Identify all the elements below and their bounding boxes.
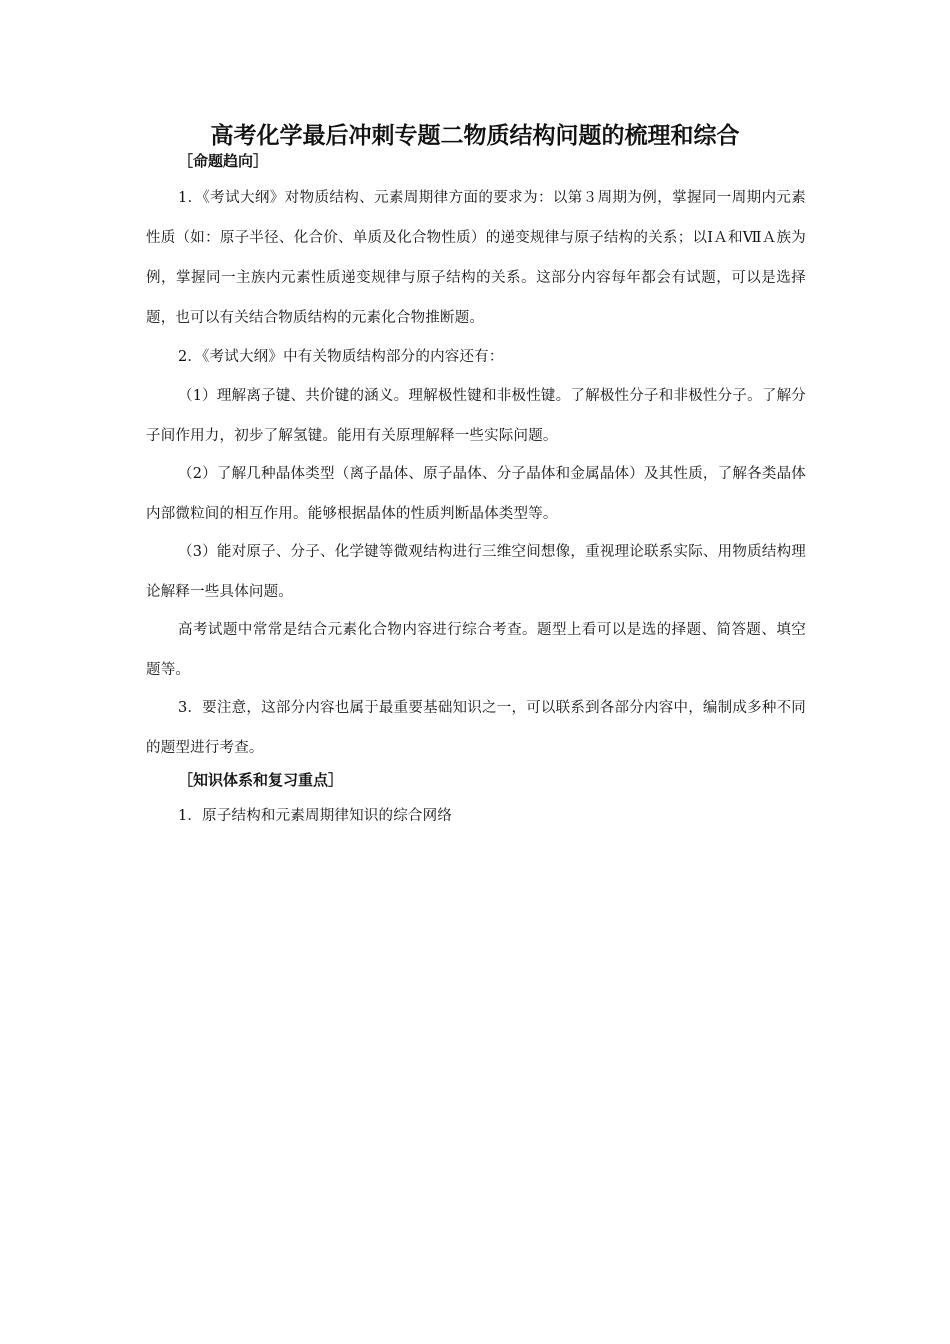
paragraph-7: 3．要注意，这部分内容也属于最重要基础知识之一，可以联系到各部分内容中，编制成多种不同的题型进行考查。 <box>146 700 806 756</box>
section-label-knowledge-system: ［知识体系和复习重点］ <box>178 771 344 789</box>
paragraph-2: 2．《考试大纲》中有关物质结构部分的内容还有： <box>178 349 504 365</box>
document-title: 高考化学最后冲刺专题二物质结构问题的梳理和综合 <box>210 123 740 149</box>
list-item-1: 1．原子结构和元素周期律知识的综合网络 <box>178 808 453 824</box>
paragraph-3: （1）理解离子键、共价键的涵义。理解极性键和非极性键。了解极性分子和非极性分子。了解分子间作用力，初步了解氢键。能用有关原理解释一些实际问题。 <box>146 388 806 444</box>
section-label-exam-trends: ［命题趋向］ <box>178 152 269 170</box>
paragraph-4: （2）了解几种晶体类型（离子晶体、原子晶体、分子晶体和金属晶体）及其性质，了解各类晶体内部微粒间的相互作用。能够根据晶体的性质判断晶体类型等。 <box>146 466 806 522</box>
paragraph-1: 1．《考试大纲》对物质结构、元素周期律方面的要求为：以第３周期为例，掌握同一周期内元素性质（如：原子半径、化合价、单质及化合物性质）的递变规律与原子结构的关系；以ⅠＡ和ⅦＡ族为例，掌握同一主族内元素性质递变规律与原子结构的关系。这部分内容每年都会有试题，可以是选择题，也可以有关结合物质结构的元素化合物推断题。 <box>146 190 806 326</box>
paragraph-6: 高考试题中常常是结合元素化合物内容进行综合考查。题型上看可以是选的择题、简答题、填空题等。 <box>146 622 806 678</box>
paragraph-5: （3）能对原子、分子、化学键等微观结构进行三维空间想像，重视理论联系实际、用物质结构理论解释一些具体问题。 <box>146 544 806 600</box>
